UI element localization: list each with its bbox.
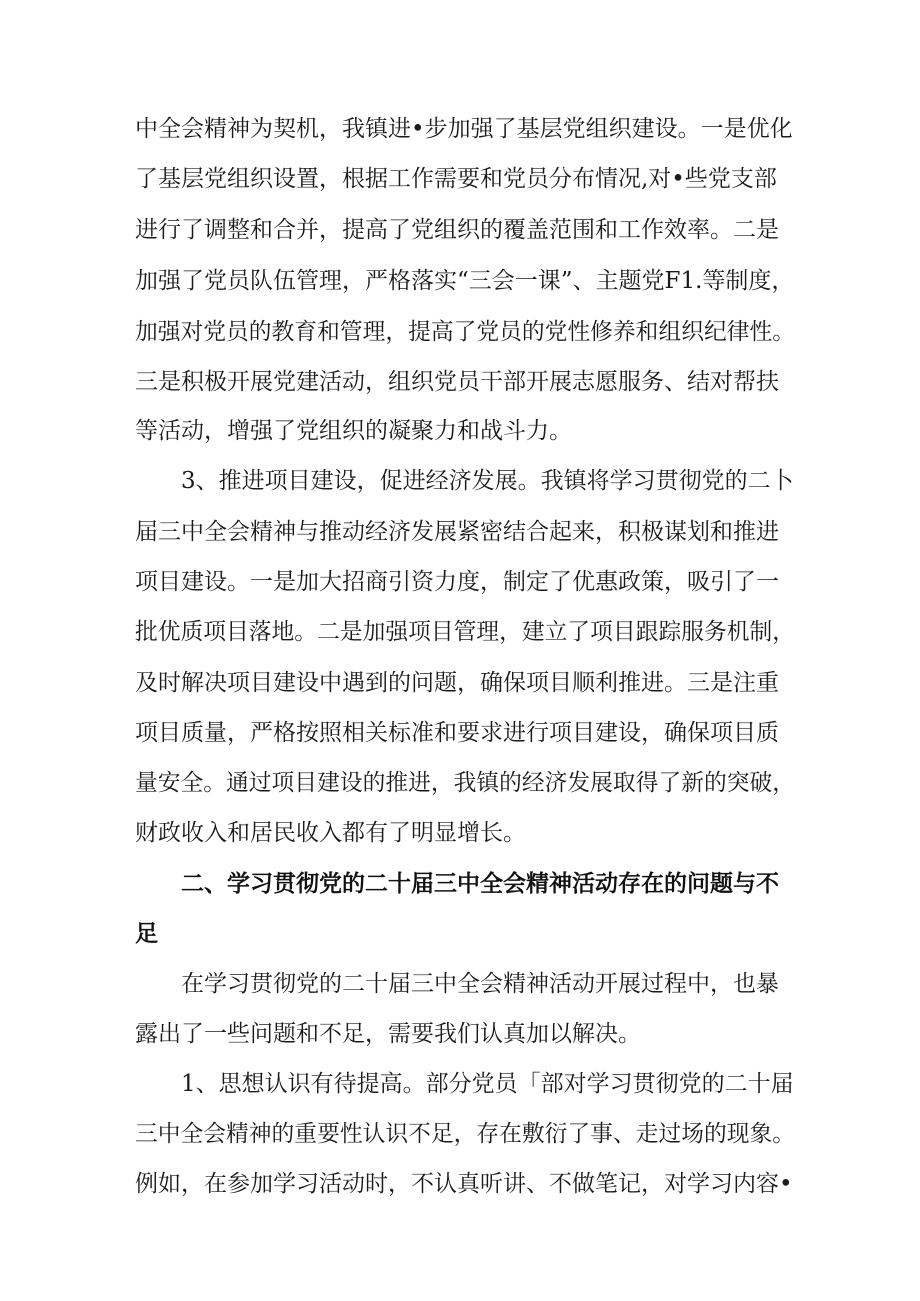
- text-line-14: 量安全。通过项目建设的推进，我镇的经济发展取得了新的突破，: [135, 770, 795, 796]
- text-line-1: 中全会精神为契机，我镇进•步加强了基层党组织建设。一是优化: [135, 116, 793, 142]
- text-line-7: 等活动，增强了党组织的凝聚力和战斗力。: [135, 418, 572, 444]
- text-line-3: 进行了调整和合并，提高了党组织的覆盖范围和工作效率。二是: [135, 217, 779, 243]
- text-line-4: 加强了党员队伍管理，严格落实“三会一课”、主题党F1.等制度，: [135, 268, 795, 294]
- text-line-5: 加强对党员的教育和管理，提高了党员的党性修养和组织纪律性。: [135, 319, 795, 345]
- text-line-11: 批优质项目落地。二是加强项目管理，建立了项目跟踪服务机制，: [135, 619, 795, 645]
- text-line-6: 三是积极开展党建活动，组织党员干部开展志愿服务、结对帮扶: [135, 369, 779, 395]
- text-line-19: 露出了一些问题和不足，需要我们认真加以解决。: [135, 1021, 641, 1047]
- text-line-2: 了基层党组织设置，根据工作需要和党员分布情况,对•些党支部: [135, 166, 777, 192]
- text-line-9: 届三中全会精神与推动经济发展紧密结合起来，积极谋划和推进: [135, 519, 779, 545]
- text-line-10: 项目建设。一是加大招商引资力度，制定了优惠政策，吸引了一: [135, 569, 779, 595]
- text-line-21: 三中全会精神的重要性认识不足，存在敷衍了事、走过场的现象。: [135, 1121, 795, 1147]
- section-heading: 二、学习贯彻党的二十届三中全会精神活动存在的问题与不: [181, 871, 779, 897]
- text-line-15: 财政收入和居民收入都有了明显增长。: [135, 820, 526, 846]
- paragraph-start-project-construction: 3、推进项目建设，促进经济发展。我镇将学习贯彻党的二卜: [181, 468, 794, 494]
- section-heading-continued: 足: [135, 921, 158, 947]
- paragraph-start-awareness: 1、思想认识有待提高。部分党员「部对学习贯彻党的二十届: [181, 1071, 794, 1097]
- paragraph-start-problems: 在学习贯彻党的二十届三中全会精神活动开展过程中，也暴: [181, 971, 779, 997]
- text-line-12: 及时解决项目建设中遇到的问题，确保项目顺利推进。三是注重: [135, 670, 779, 696]
- text-line-22: 例如，在参加学习活动时，不认真听讲、不做笔记，对学习内容•: [135, 1171, 793, 1197]
- text-line-13: 项目质量，严格按照相关标准和要求进行项目建设，确保项目质: [135, 720, 779, 746]
